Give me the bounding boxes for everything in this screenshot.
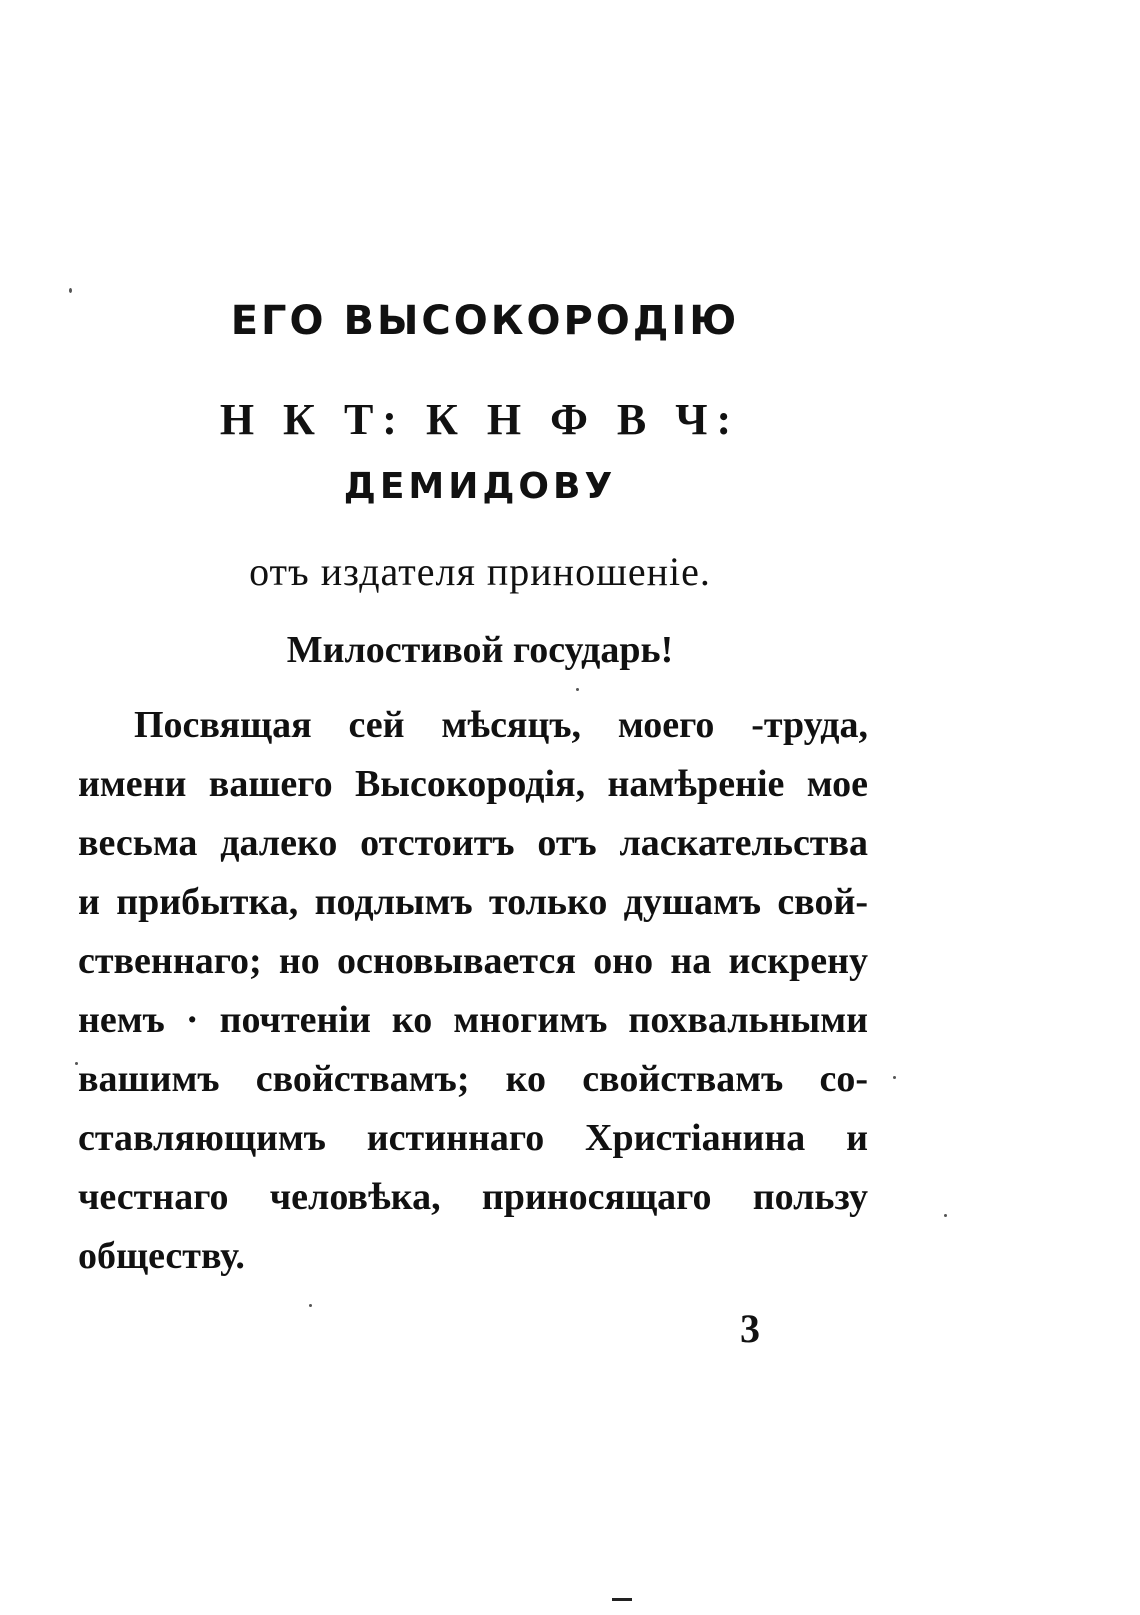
body-line: немъ · почтеніи ко многимъ похвальными (78, 999, 868, 1041)
ink-speck (893, 1076, 896, 1079)
offering-line: отъ издателя приношеніе. (249, 549, 711, 594)
dedication-body (78, 696, 868, 1286)
body-line: ставляющимъ истиннаго Христіанина и (78, 1117, 868, 1159)
ink-speck (576, 688, 579, 691)
ink-speck (75, 1062, 78, 1065)
body-line: Посвящая сей мѣсяцъ, моего -труда, (134, 704, 868, 746)
dedicatee-initials: Н К Т: К Н Ф В Ч: (219, 395, 741, 444)
signature-mark: 3 (740, 1306, 760, 1351)
body-line: вашимъ свойствамъ; ко свойствамъ со- (78, 1058, 868, 1100)
body-line: и прибытка, подлымъ только душамъ свой- (78, 881, 868, 923)
body-line: ственнаго; но основывается оно на искрену (78, 940, 868, 982)
body-line: весьма далеко отстоитъ отъ ласкательства (78, 822, 868, 864)
dedicatee-title: ЕГО ВЫСОКОРОДІЮ (230, 298, 740, 344)
body-line: имени вашего Высокородія, намѣреніе мое (78, 763, 868, 805)
body-line: обществу. (78, 1235, 245, 1277)
page-edge-mark (612, 1598, 632, 1601)
salutation: Милостивой государь! (286, 629, 674, 671)
ink-speck (309, 1304, 312, 1307)
dedicatee-surname: ДЕМИДОВУ (343, 466, 617, 507)
body-line: честнаго человѣка, приносящаго пользу (78, 1176, 868, 1218)
ink-speck (69, 288, 72, 293)
ink-speck (944, 1214, 947, 1217)
